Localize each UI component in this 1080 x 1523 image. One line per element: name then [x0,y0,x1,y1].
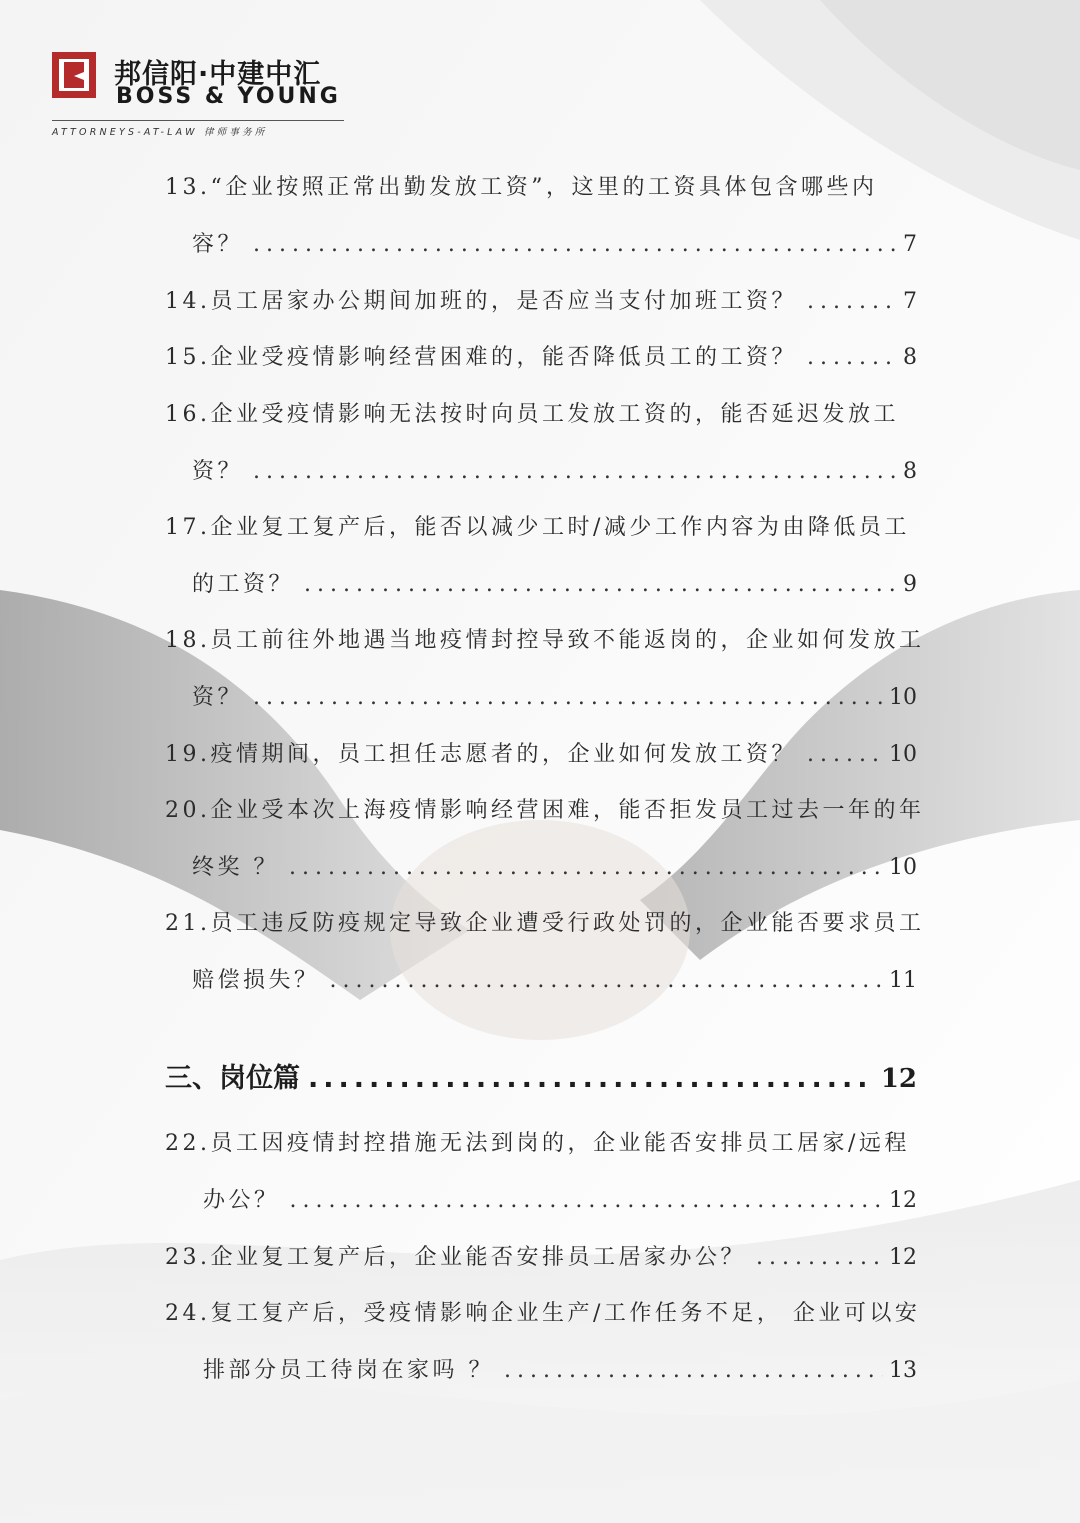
toc-entry-22-line-2[interactable] [203,1183,917,1223]
firm-logo [52,52,352,142]
toc-entry-21-line-1[interactable] [165,906,925,946]
toc-leader-dots [807,345,897,370]
toc-leader-dots [253,232,897,257]
toc-entry-text: 资？ [192,459,244,484]
toc-page-number: 12 [889,1245,917,1270]
toc-page-number: 10 [889,685,917,710]
toc-page-number: 13 [889,1358,917,1383]
toc-entry-13-line-2[interactable] [192,227,917,267]
toc-entry-text: 22.员工因疫情封控措施无法到岗的，企业能否安排员工居家/远程 [165,1131,910,1156]
toc-page-number: 11 [889,968,917,993]
toc-entry-text: 终奖 ？ [192,855,279,880]
toc-leader-dots [253,459,897,484]
toc-entry-text: 18.员工前往外地遇当地疫情封控导致不能返岗的，企业如何发放工 [165,628,925,653]
toc-entry-14[interactable] [165,284,917,324]
toc-entry-17-line-1[interactable] [165,510,917,550]
toc-entry-text: 19.疫情期间，员工担任志愿者的，企业如何发放工资？ [165,742,797,767]
logo-divider [52,120,344,121]
toc-page-number: 7 [903,232,917,257]
toc-entry-text: 17.企业复工复产后，能否以减少工时/减少工作内容为由降低员工 [165,515,910,540]
toc-entry-text: 20.企业受本次上海疫情影响经营困难，能否拒发员工过去一年的年 [165,798,925,823]
toc-entry-text: 的工资？ [192,572,295,597]
toc-entry-24-line-2[interactable] [203,1353,917,1393]
toc-leader-dots [289,855,883,880]
toc-entry-text: 排部分员工待岗在家吗 ？ [203,1358,494,1383]
toc-page-number: 7 [903,289,917,314]
toc-entry-text: 14.员工居家办公期间加班的，是否应当支付加班工资？ [165,289,797,314]
toc-entry-text: 容？ [192,232,244,257]
toc-leader-dots [756,1245,883,1270]
firm-name-en: BOSS & YOUNG [116,84,341,109]
toc-page-number: 12 [889,1188,917,1213]
toc-leader-dots [504,1358,883,1383]
toc-entry-15[interactable] [165,340,917,380]
firm-name-cn: 邦信阳·中建中汇 [114,59,322,90]
firm-logo-mark-icon [52,52,96,98]
toc-leader-dots [807,289,897,314]
toc-leader-dots [308,1063,875,1094]
toc-entry-20-line-1[interactable] [165,793,925,833]
toc-leader-dots [290,1188,883,1213]
toc-section-heading[interactable] [165,1056,917,1102]
section-title: 三、岗位篇 [165,1063,300,1094]
toc-entry-22-line-1[interactable] [165,1126,917,1166]
toc-entry-text: 13.“企业按照正常出勤发放工资”，这里的工资具体包含哪些内 [165,175,878,200]
toc-entry-18-line-1[interactable] [165,623,925,663]
toc-page-number: 10 [889,855,917,880]
toc-page-number: 10 [889,742,917,767]
toc-entry-text: 赔偿损失？ [192,968,320,993]
toc-entry-text: 21.员工违反防疫规定导致企业遭受行政处罚的，企业能否要求员工 [165,911,925,936]
toc-page-number: 8 [903,345,917,370]
toc-page-number: 8 [903,459,917,484]
toc-entry-23[interactable] [165,1240,917,1280]
toc-entry-21-line-2[interactable] [192,963,917,1003]
toc-entry-text: 23.企业复工复产后，企业能否安排员工居家办公？ [165,1245,746,1270]
toc-entry-text: 24.复工复产后，受疫情影响企业生产/工作任务不足， 企业可以安 [165,1301,921,1326]
toc-entry-text: 办公？ [203,1188,280,1213]
toc-page-number: 9 [903,572,917,597]
toc-page-number: 12 [880,1064,917,1094]
toc-leader-dots [304,572,897,597]
toc-entry-24-line-1[interactable] [165,1296,921,1336]
toc-entry-16-line-1[interactable] [165,397,917,437]
toc-entry-20-line-2[interactable] [192,850,917,890]
toc-entry-16-line-2[interactable] [192,454,917,494]
toc-entry-17-line-2[interactable] [192,567,917,607]
toc-entry-text: 资？ [192,685,244,710]
toc-leader-dots [253,685,883,710]
toc-entry-text: 15.企业受疫情影响经营困难的，能否降低员工的工资？ [165,345,797,370]
toc-entry-text: 16.企业受疫情影响无法按时向员工发放工资的，能否延迟发放工 [165,402,899,427]
toc-entry-18-line-2[interactable] [192,680,917,720]
toc-leader-dots [807,742,883,767]
toc-leader-dots [330,968,883,993]
toc-entry-13-line-1[interactable] [165,170,917,210]
toc-entry-19[interactable] [165,737,917,777]
firm-subtitle: ATTORNEYS-AT-LAW 律师事务所 [52,127,268,138]
